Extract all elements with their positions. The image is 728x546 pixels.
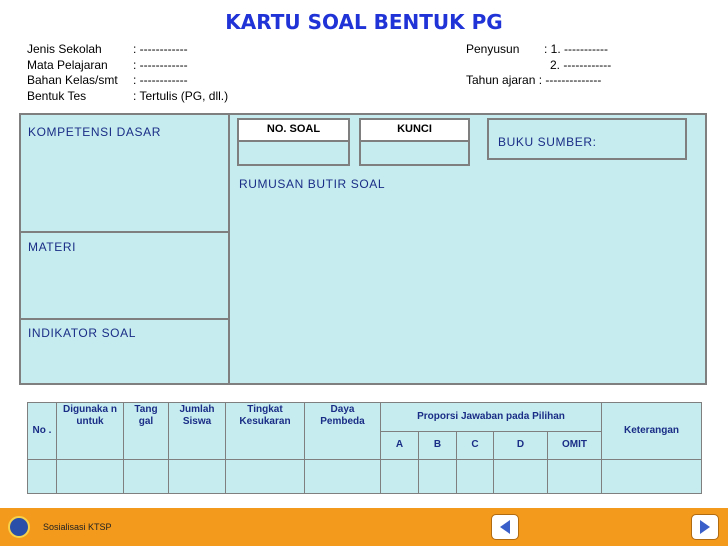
- ministry-logo-icon: [8, 516, 30, 538]
- info-label: Jenis Sekolah: [27, 42, 102, 56]
- header-no: No .: [28, 403, 57, 460]
- no-soal-box: [237, 118, 350, 166]
- arrow-left-icon: [492, 515, 518, 539]
- kompetensi-box: [21, 115, 228, 233]
- indikator-box: [21, 320, 228, 383]
- next-button[interactable]: [691, 514, 719, 540]
- table-cell: [548, 460, 602, 494]
- header-jumlah-siswa: Jumlah Siswa: [169, 403, 226, 460]
- info-value: : ------------: [133, 57, 188, 72]
- kompetensi-label: KOMPETENSI DASAR: [28, 125, 161, 139]
- materi-box: [21, 233, 228, 320]
- previous-button[interactable]: [491, 514, 519, 540]
- header-option-b: B: [419, 431, 457, 460]
- table-cell: [494, 460, 548, 494]
- table-cell: [305, 460, 381, 494]
- kunci-box: [359, 118, 470, 166]
- penyusun-value-1: : 1. -----------: [544, 42, 608, 56]
- header-option-a: A: [381, 431, 419, 460]
- footer-label: Sosialisasi KTSP: [43, 522, 112, 532]
- table-cell: [169, 460, 226, 494]
- info-value: : ------------: [133, 73, 188, 87]
- buku-sumber-label: BUKU SUMBER:: [498, 135, 597, 149]
- materi-label: MATERI: [28, 240, 77, 254]
- table-cell: [381, 460, 419, 494]
- tahun-ajaran: Tahun ajaran : --------------: [466, 73, 602, 87]
- info-label: Bentuk Tes: [27, 88, 87, 103]
- header-omit: OMIT: [548, 431, 602, 460]
- info-label: Mata Pelajaran: [27, 57, 108, 72]
- info-value: : Tertulis (PG, dll.): [133, 88, 229, 103]
- info-label: Bahan Kelas/smt: [27, 73, 118, 87]
- table-cell: [457, 460, 494, 494]
- no-soal-label: NO. SOAL: [239, 120, 348, 142]
- author-info: [466, 42, 611, 89]
- header-daya-pembeda: Daya Pembeda: [305, 403, 381, 460]
- card-left-column: [21, 115, 230, 383]
- table-row: [28, 460, 702, 494]
- rumusan-label: RUMUSAN BUTIR SOAL: [239, 177, 386, 191]
- header-keterangan: Keterangan: [602, 403, 702, 460]
- penyusun-label: Penyusun: [466, 42, 520, 56]
- penyusun-value-2: 2. ------------: [550, 57, 612, 72]
- header-tingkat-kesukaran: Tingkat Kesukaran: [226, 403, 305, 460]
- table-cell: [419, 460, 457, 494]
- header-digunakan: Digunaka n untuk: [57, 403, 124, 460]
- table-cell: [124, 460, 169, 494]
- arrow-right-icon: [692, 515, 718, 539]
- footer-bar: [0, 508, 728, 546]
- indikator-label: INDIKATOR SOAL: [28, 326, 136, 340]
- page-title: KARTU SOAL BENTUK PG: [225, 10, 503, 34]
- analysis-table: [27, 402, 702, 494]
- header-option-c: C: [457, 431, 494, 460]
- table-cell: [28, 460, 57, 494]
- question-card: [19, 113, 707, 385]
- buku-sumber-box: [487, 118, 687, 160]
- school-info: [27, 42, 228, 104]
- header-proporsi: Proporsi Jawaban pada Pilihan: [381, 403, 602, 432]
- header-option-d: D: [494, 431, 548, 460]
- info-value: : ------------: [133, 42, 188, 56]
- table-cell: [57, 460, 124, 494]
- header-tanggal: Tang gal: [124, 403, 169, 460]
- table-cell: [226, 460, 305, 494]
- kunci-label: KUNCI: [361, 120, 468, 142]
- table-cell: [602, 460, 702, 494]
